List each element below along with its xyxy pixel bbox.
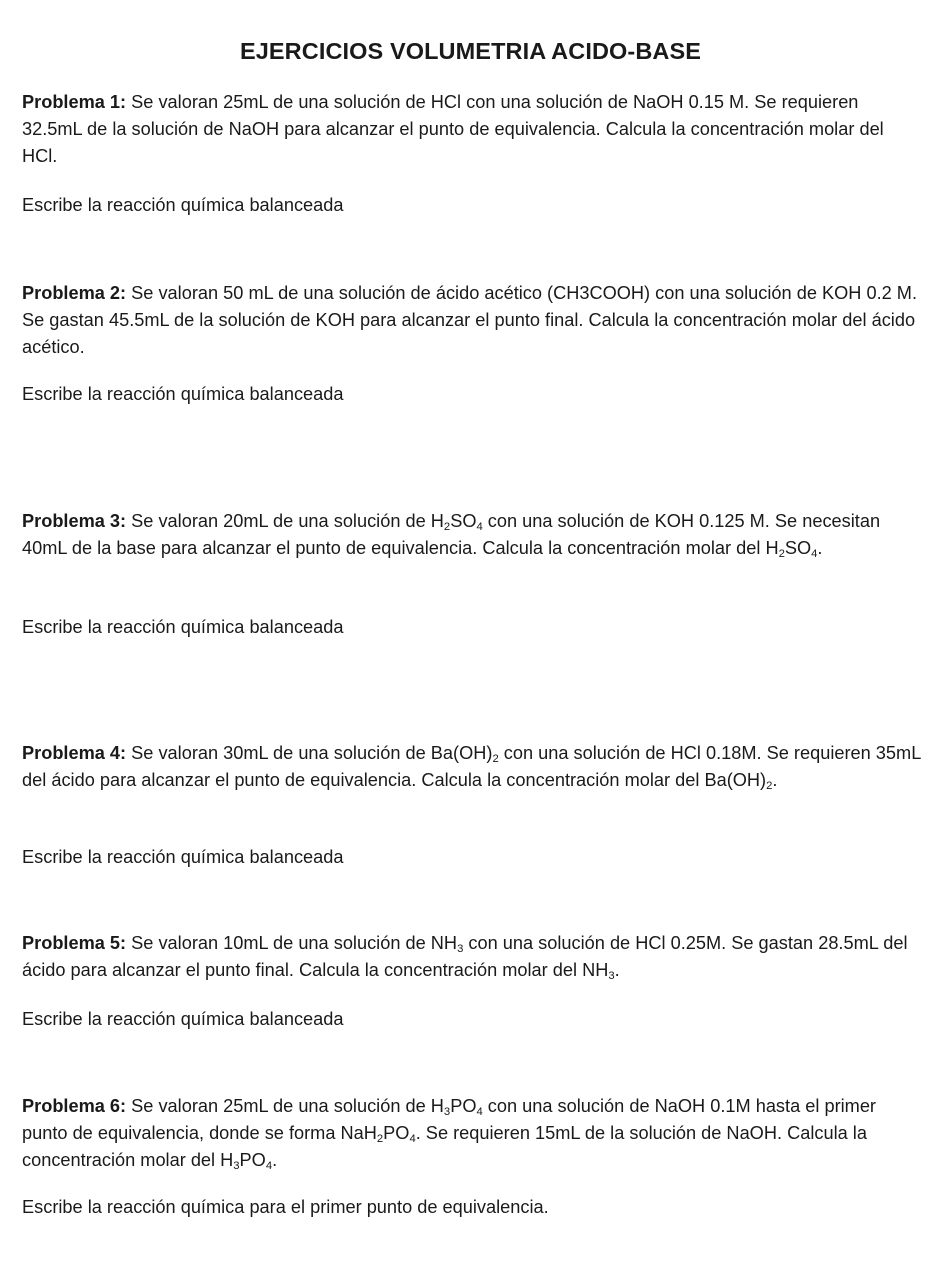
problem-1 (22, 89, 922, 170)
problem-5-instruction: Escribe la reacción química balanceada (22, 1009, 344, 1029)
problem-5: Problema 5: Se valoran 10mL de una solución de $NH_3$ con una solución de HCl 0.25M. Se gastan 28.5mL del ácido para alcanzar el punto final. Calcula la concentración molar del $NH_3$. (22, 933, 908, 982)
problem-2 (22, 280, 922, 361)
problem-4: Problema 4: Se valoran 30mL de una solución de $Ba(OH)_2$ con una solución de HCl 0.18M. Se requieren 35mL del ácido para alcanzar el punto de equivalencia. Calcula la concentración molar del $Ba(OH)_2$. (22, 743, 921, 792)
problem-6: Problema 6: Se valoran 25mL de una solución de $H_3PO_4$ con una solución de NaOH 0.1M hasta el primer punto de equivalencia, donde se forma $NaH_2PO_4$. Se requieren 15mL de la solución de NaOH. Calcula la concentración molar del $H_3PO_4$. (22, 1096, 876, 1172)
problem-1-instruction: Escribe la reacción química balanceada (22, 195, 344, 215)
problem-3-label: Problema 3: (22, 511, 127, 531)
problem-1-text: Se valoran 25mL de una solución de HCl con una solución de NaOH 0.15 M. Se requieren 32.5mL de la solución de NaOH para alcanzar el punto de equivalencia. Calcula la concentración molar del HCl. (22, 92, 884, 166)
problem-3-instruction: Escribe la reacción química balanceada (22, 617, 344, 637)
page-title: EJERCICIOS VOLUMETRIA ACIDO-BASE (239, 38, 702, 64)
problem-4-instruction: Escribe la reacción química balanceada (22, 847, 344, 867)
problem-6-label: Problema 6: (22, 1096, 127, 1116)
problem-2-instruction: Escribe la reacción química balanceada (22, 384, 344, 404)
problem-3: Problema 3: Se valoran 20mL de una solución de $H_2SO_4$ con una solución de KOH 0.125 M. Se necesitan 40mL de la base para alcanzar el punto de equivalencia. Calcula la concentración molar del $H_2SO_4$. (22, 511, 881, 560)
problem-2-text: Se valoran 50 mL de una solución de ácido acético (CH3COOH) con una solución de KOH 0.2 M. Se gastan 45.5mL de la solución de KOH para alcanzar el punto final. Calcula la concentración molar del ácido acético. (22, 283, 918, 357)
problem-1-label: Problema 1: (22, 92, 127, 112)
problem-6-instruction: Escribe la reacción química para el primer punto de equivalencia. (22, 1197, 549, 1217)
problem-2-label: Problema 2: (22, 283, 127, 303)
problem-4-label: Problema 4: (22, 743, 127, 763)
problem-5-label: Problema 5: (22, 933, 127, 953)
